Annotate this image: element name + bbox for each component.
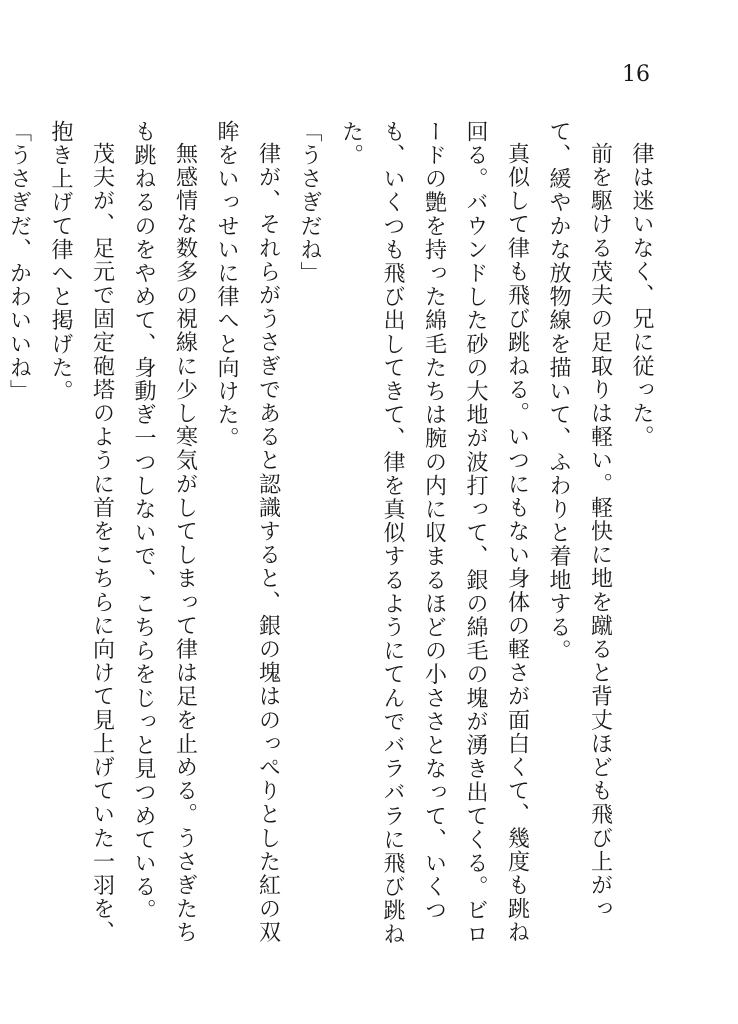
paragraph: 真似して律も飛び跳ねる。いつにもない身体の軽さが面白くて、幾度も跳ね回る。バウンドした砂の大地が波打って、銀の綿毛の塊が湧き出てくる。ビロードの艶を持った綿毛たちは腕の内に収まるほどの小ささとなって、いくつも、いくつも飛び出してきて、律を真似するようにてんでバラバラに飛び跳ねた。 (338, 120, 530, 946)
paragraph: 律は迷いなく、兄に従った。 (629, 142, 654, 449)
paragraph: 無感情な数多の視線に少し寒気がしてしまって律は足を止める。うさぎたちも跳ねるのをやめて、身動ぎ一つしないで、こちらをじっと見つめている。 (131, 120, 198, 945)
paragraph: 律が、それらがうさぎであると認識すると、銀の塊はのっぺりとした紅の双眸をいっせいに律へと向けた。 (214, 120, 281, 945)
paragraph: 茂夫が、足元で固定砲塔のように首をこちらに向けて見上げていた一羽を、抱き上げて律へと掲げた。 (48, 120, 115, 945)
dialogue-line: 「うさぎだね」 (297, 120, 322, 286)
vertical-text-body (6, 120, 662, 960)
paragraph: 前を駆ける茂夫の足取りは軽い。軽快に地を蹴ると背丈ほども飛び上がって、緩やかな放物線を描いて、ふわりと着地する。 (546, 120, 613, 921)
page-number: 16 (622, 62, 650, 87)
dialogue-line: 「うさぎだ、かわいいね」 (6, 120, 32, 404)
